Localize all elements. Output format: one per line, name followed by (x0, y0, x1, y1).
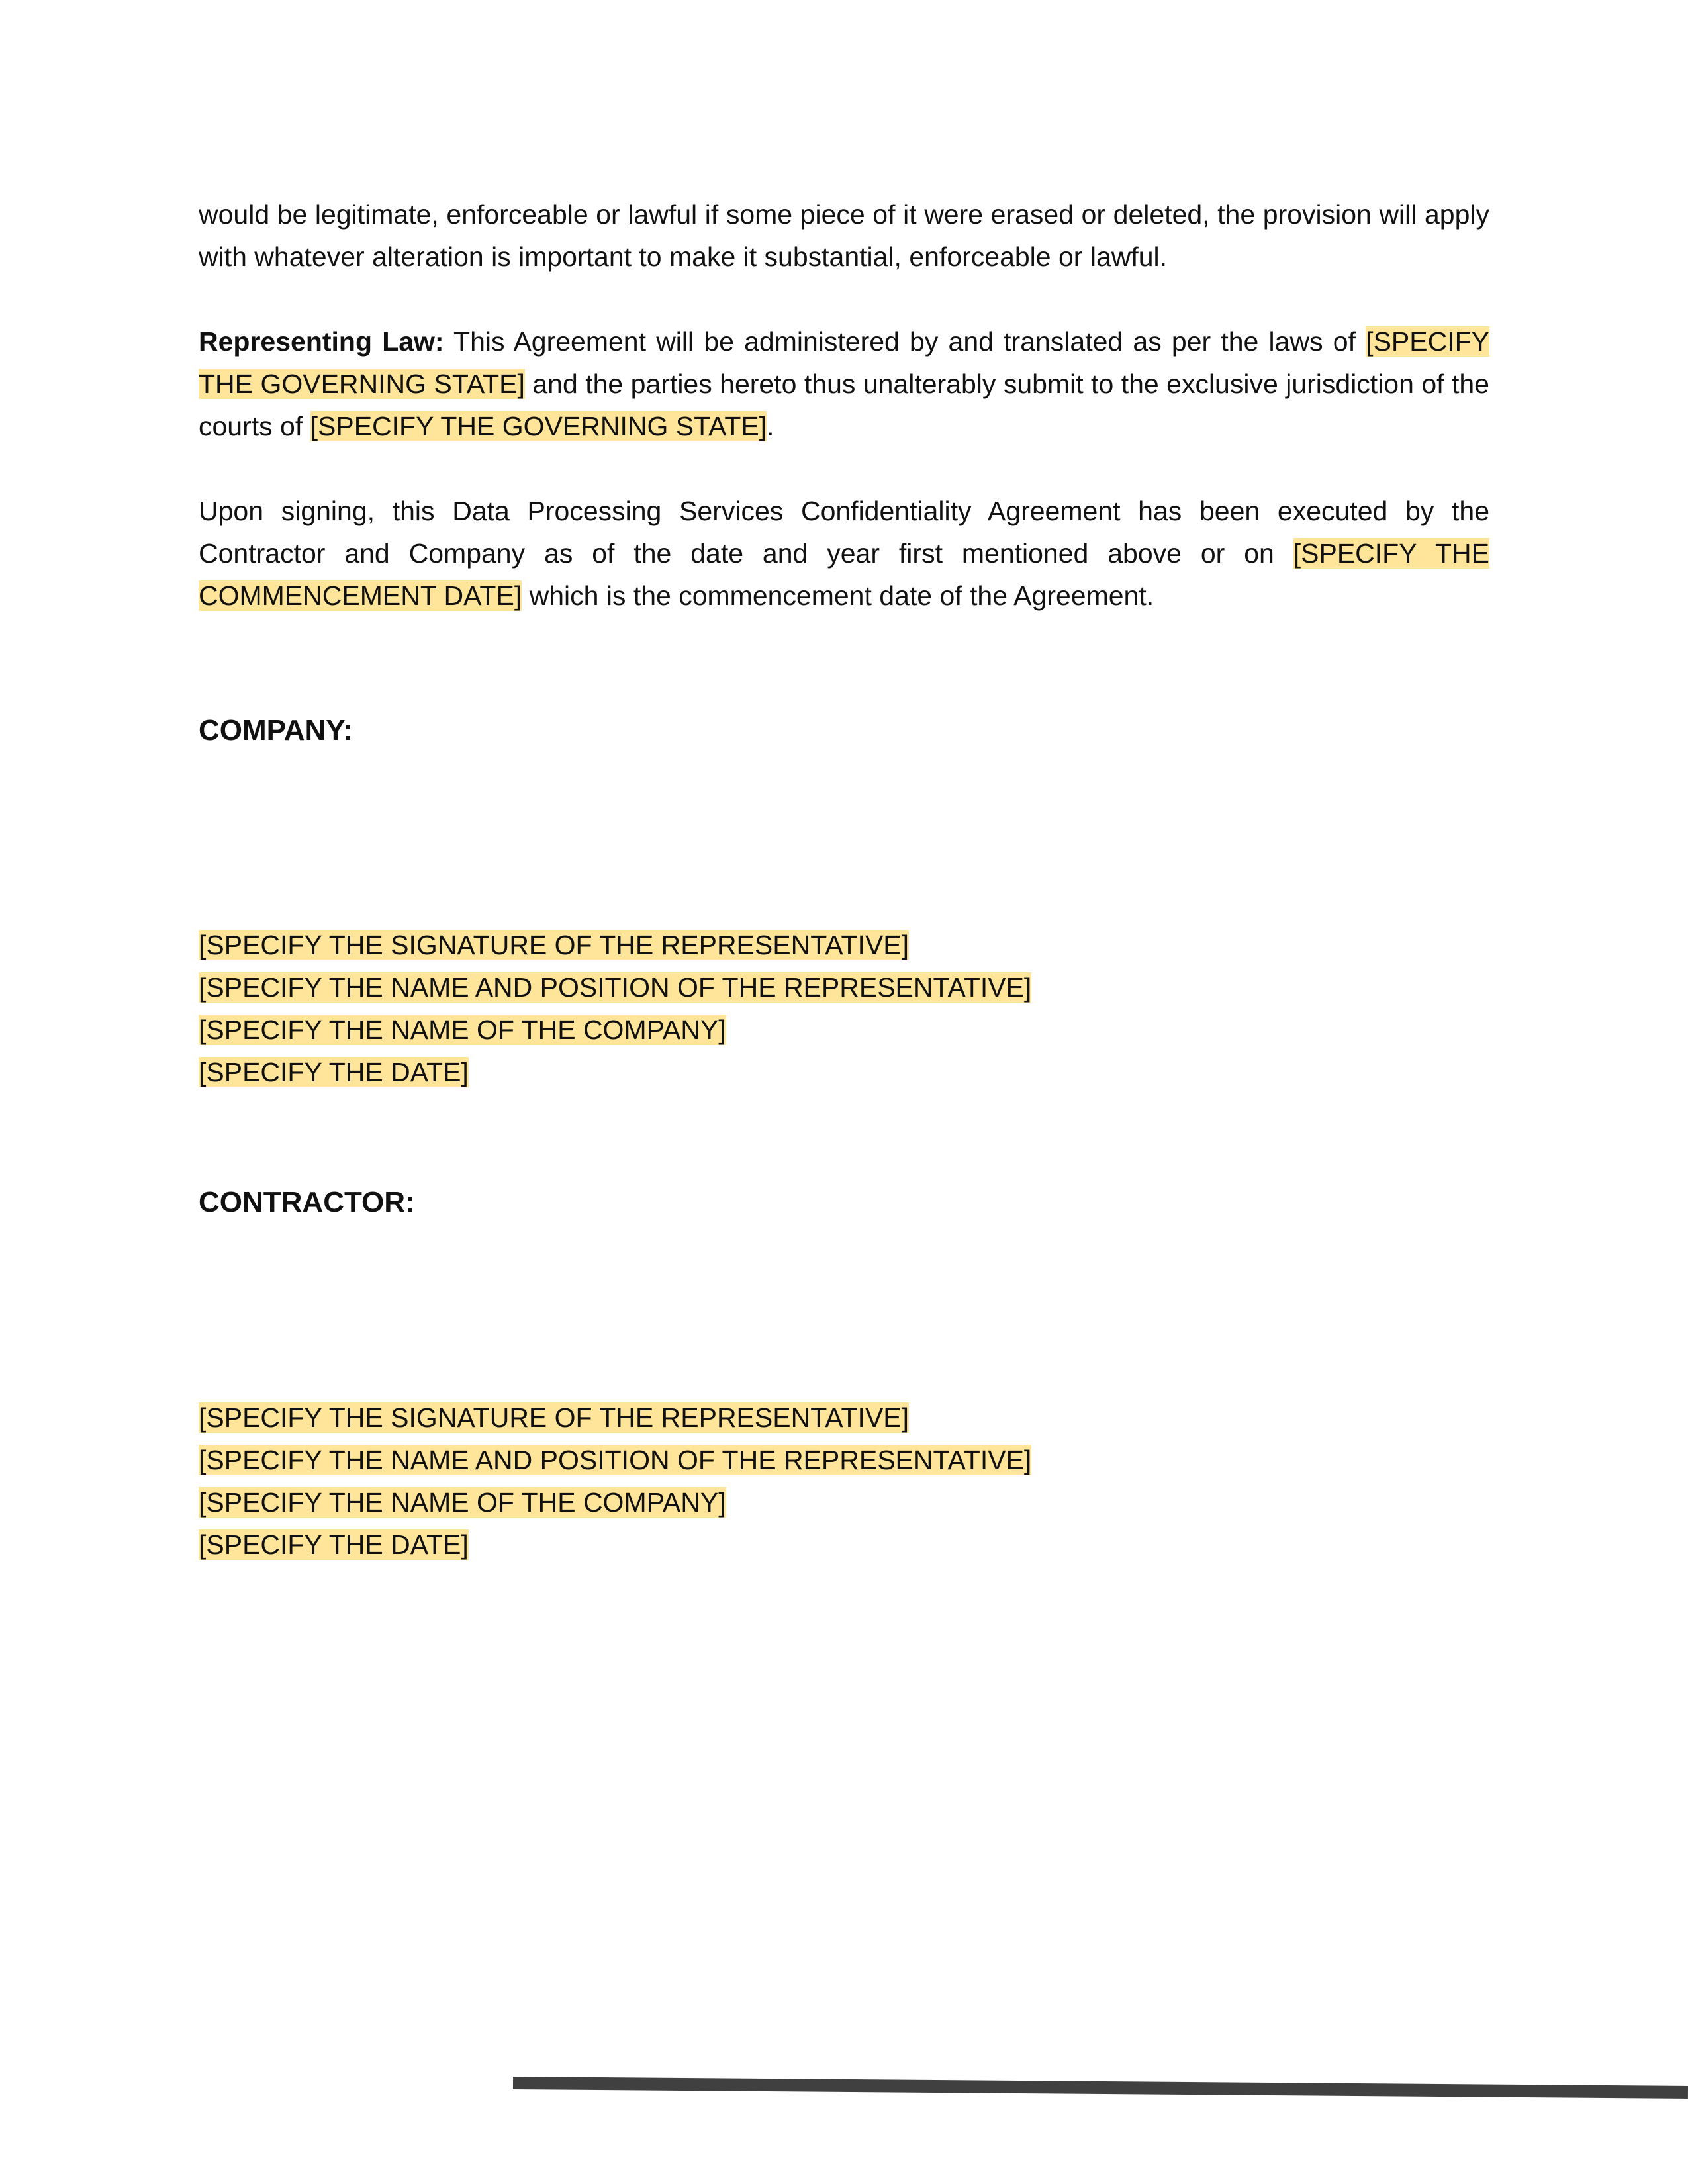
footer-rule (513, 2077, 1688, 2099)
contractor-signature-placeholder: [SPECIFY THE SIGNATURE OF THE REPRESENTATIVE] (199, 1402, 910, 1433)
governing-law-paragraph (199, 320, 1489, 447)
contractor-date-line (199, 1524, 1031, 1566)
governing-state-placeholder-1: [SPECIFY THE GOVERNING STATE] (199, 326, 1489, 399)
commencement-date-placeholder: [SPECIFY THE COMMENCEMENT DATE] (199, 538, 1489, 611)
execution-paragraph (199, 490, 1489, 617)
severability-paragraph (199, 193, 1489, 278)
governing-state-placeholder-2: [SPECIFY THE GOVERNING STATE] (310, 411, 767, 441)
contractor-signature-block (199, 1396, 1031, 1566)
company-name-position-placeholder: [SPECIFY THE NAME AND POSITION OF THE REPRESENTATIVE] (199, 972, 1032, 1003)
execution-text-1: Upon signing, this Data Processing Services Confidentiality Agreement has been executed by the Contractor and Company as of the date and year first mentioned above or on (199, 496, 1489, 569)
contractor-company-name-placeholder: [SPECIFY THE NAME OF THE COMPANY] (199, 1487, 726, 1518)
company-name-position-line (199, 966, 1031, 1009)
company-date-placeholder: [SPECIFY THE DATE] (199, 1057, 469, 1087)
governing-law-text-1: This Agreement will be administered by and translated as per the laws of (444, 326, 1366, 357)
contractor-company-name-line (199, 1481, 1031, 1524)
governing-law-text-2: and the parties hereto thus unalterably submit to the exclusive jurisdiction of the courts of (199, 369, 1489, 441)
contractor-name-position-placeholder: [SPECIFY THE NAME AND POSITION OF THE REPRESENTATIVE] (199, 1445, 1032, 1475)
company-heading: COMPANY: (199, 714, 353, 747)
contractor-date-placeholder: [SPECIFY THE DATE] (199, 1529, 469, 1560)
execution-text-2: which is the commencement date of the Agreement. (522, 580, 1154, 611)
contractor-heading: CONTRACTOR: (199, 1186, 415, 1218)
governing-law-label: Representing Law: (199, 326, 444, 357)
company-signature-placeholder: [SPECIFY THE SIGNATURE OF THE REPRESENTATIVE] (199, 930, 910, 960)
governing-law-text-3: . (767, 411, 774, 441)
company-signature-block (199, 924, 1031, 1093)
company-date-line (199, 1051, 1031, 1093)
severability-text: would be legitimate, enforceable or lawful if some piece of it were erased or deleted, the provision will apply with whatever alteration is important to make it substantial, enforceable or lawful. (199, 199, 1489, 272)
contractor-name-position-line (199, 1439, 1031, 1481)
document-body (199, 193, 1489, 659)
company-name-line (199, 1009, 1031, 1051)
company-signature-line (199, 924, 1031, 966)
contractor-signature-line (199, 1396, 1031, 1439)
company-name-placeholder: [SPECIFY THE NAME OF THE COMPANY] (199, 1015, 726, 1045)
